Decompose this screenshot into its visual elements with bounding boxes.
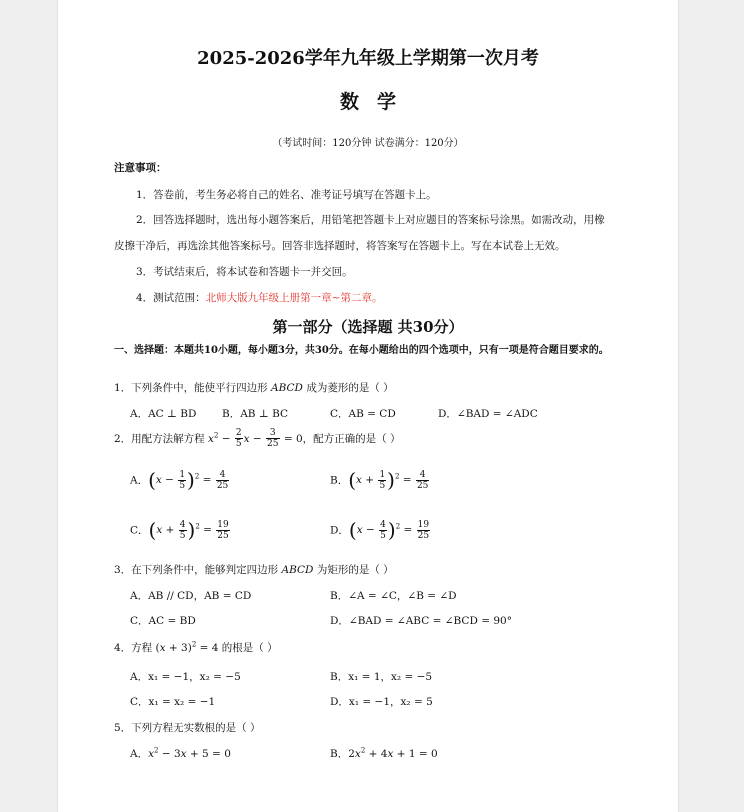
question-5-option-a: A．$x^2 - 3x + 5 = 0$ <box>130 746 231 760</box>
question-2-equation: $x^2$ − $\frac{2}{5}$ x − $\frac{3}{25}$ = 0 <box>208 428 303 449</box>
notice-item-2: 2．回答选择题时，选出每小题答案后，用铅笔把答题卡上对应题目的答案标号涂黑。如需改动，用橡 <box>136 214 605 226</box>
question-2-option-d: D．(x − $\frac{4}{5}$ )$^2$ = $\frac{19}{25}$ <box>330 518 430 542</box>
question-5-option-b: B．$2x^2 + 4x + 1 = 0$ <box>330 746 438 760</box>
question-3-option-d: D．∠BAD = ∠ABC = ∠BCD = 90° <box>330 615 512 627</box>
question-4-option-c: C．x₁ = x₂ = −1 <box>130 696 216 708</box>
notice-heading: 注意事项： <box>114 162 167 174</box>
question-3-stem: 3．在下列条件中，能够判定四边形 ABCD 为矩形的是（ ） <box>114 564 394 576</box>
section-instructions: 一、选择题：本题共10小题，每小题3分，共30分。在每小题给出的四个选项中，只有一项是符合题目要求的。 <box>114 345 609 356</box>
subject-title: 数学 <box>339 91 414 113</box>
question-3-option-b: B．∠A = ∠C，∠B = ∠D <box>330 590 457 602</box>
question-1-option-b: B．AB ⊥ BC <box>222 408 289 420</box>
question-4-equation: $(x + 3)^2 = 4$ <box>155 640 219 654</box>
question-1-stem: 1．下列条件中，能使平行四边形 ABCD 成为菱形的是（ ） <box>114 382 394 394</box>
question-4-stem: 4．方程 $(x + 3)^2 = 4$ 的根是（ ） <box>114 640 278 654</box>
part-one-title: 第一部分（选择题 共30分） <box>272 318 464 336</box>
question-2-option-a: A．(x − $\frac{1}{5}$ )$^2$ = $\frac{4}{25}$ <box>130 468 229 492</box>
notice-item-2-cont: 皮擦干净后，再选涂其他答案标号。回答非选择题时，将答案写在答题卡上。写在本试卷上无效。 <box>114 240 566 252</box>
document-page <box>58 0 678 812</box>
question-2-option-c: C．(x + $\frac{4}{5}$ )$^2$ = $\frac{19}{25}$ <box>130 518 229 542</box>
page-title: 2025-2026学年九年级上学期第一次月考 <box>197 48 539 69</box>
notice-item-3: 3．考试结束后，将本试卷和答题卡一并交回。 <box>136 266 353 278</box>
question-5-stem: 5．下列方程无实数根的是（ ） <box>114 722 261 734</box>
question-1-option-c: C．AB = CD <box>330 408 396 420</box>
question-1-option-d: D．∠BAD = ∠ADC <box>438 408 538 420</box>
question-4-option-d: D．x₁ = −1，x₂ = 5 <box>330 696 433 708</box>
question-4-option-a: A．x₁ = −1，x₂ = −5 <box>130 671 241 683</box>
exam-info: （考试时间：120分钟 试卷满分：120分） <box>272 138 464 149</box>
question-4-option-b: B．x₁ = 1，x₂ = −5 <box>330 671 433 683</box>
question-3-option-a: A．AB // CD，AB = CD <box>130 590 252 602</box>
question-2-stem: 2．用配方法解方程 $x^2$ − $\frac{2}{5}$ x − $\frac{3}{25}$ = 0，配方正确的是（ ） <box>114 428 401 449</box>
test-range: 北师大版九年级上册第一章~第二章。 <box>205 292 383 304</box>
notice-item-1: 1．答卷前，考生务必将自己的姓名、准考证号填写在答题卡上。 <box>136 189 437 201</box>
question-3-option-c: C．AC = BD <box>130 615 196 627</box>
question-2-option-b: B．(x + $\frac{1}{5}$ )$^2$ = $\frac{4}{25}$ <box>330 468 429 492</box>
notice-item-4: 4．测试范围：北师大版九年级上册第一章~第二章。 <box>136 292 383 304</box>
question-1-option-a: A．AC ⊥ BD <box>130 408 197 420</box>
